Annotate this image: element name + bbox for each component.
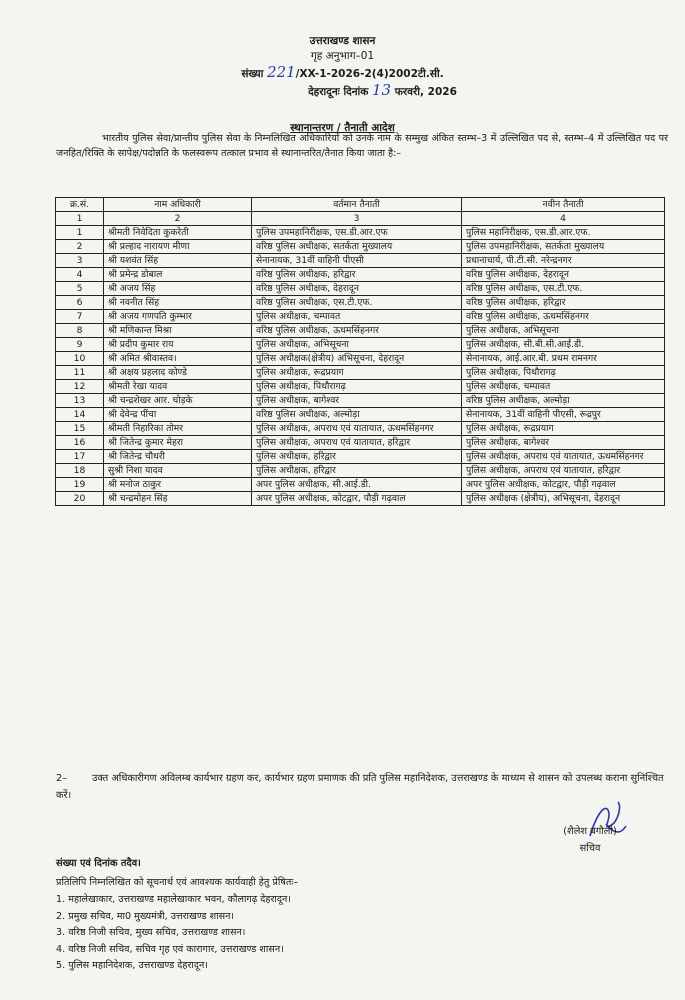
cell-sn: 16 (56, 436, 104, 450)
cell-officer-name: श्रीमती निहारिका तोमर (104, 422, 252, 436)
cell-current-posting: वरिष्ठ पुलिस अधीक्षक, एस.टी.एफ. (252, 296, 462, 310)
cell-sn: 11 (56, 366, 104, 380)
cell-sn: 2 (56, 240, 104, 254)
cell-current-posting: पुलिस अधीक्षक, हरिद्वार (252, 450, 462, 464)
table-row (56, 408, 665, 422)
table-row (56, 310, 665, 324)
cell-officer-name: श्री मनोज ठाकुर (104, 478, 252, 492)
transfer-table (55, 197, 665, 506)
ref-prefix: संख्या (241, 68, 264, 80)
cell-sn: 15 (56, 422, 104, 436)
copy-item: 1. महालेखाकार, उत्तराखण्ड महालेखाकार भवन, कौलागढ़ देहरादून। (56, 894, 291, 905)
copy-intro: प्रतिलिपि निम्नलिखित को सूचनार्थ एवं आवश्यक कार्यवाही हेतु प्रेषितः– (56, 877, 299, 888)
header-sn: क्र.सं. (56, 198, 104, 212)
header-name: नाम अधिकारी (104, 198, 252, 212)
cell-sn: 1 (56, 226, 104, 240)
instruction-paragraph (56, 770, 666, 804)
copy-item: 3. वरिष्ठ निजी सचिव, मुख्य सचिव, उत्तराखण्ड शासन। (56, 927, 246, 938)
table-row (56, 352, 665, 366)
cell-new-posting: सेनानायक, आई.आर.बी. प्रथम रामनगर (462, 352, 665, 366)
header-new-posting: नवीन तैनाती (462, 198, 665, 212)
table-row (56, 394, 665, 408)
cell-officer-name: श्री चन्द्रशेखर आर. घोड़के (104, 394, 252, 408)
govt-heading: उत्तराखण्ड शासन (309, 35, 376, 47)
cell-current-posting: पुलिस अधीक्षक, हरिद्वार (252, 464, 462, 478)
cell-new-posting: प्रधानाचार्य, पी.टी.सी. नरेन्द्रनगर (462, 254, 665, 268)
cell-current-posting: पुलिस उपमहानिरीक्षक, एस.डी.आर.एफ (252, 226, 462, 240)
cell-current-posting: पुलिस अधीक्षक, रूद्रप्रयाग (252, 366, 462, 380)
header-current-posting: वर्तमान तैनाती (252, 198, 462, 212)
cell-officer-name: श्रीमती निवेदिता कुकरेती (104, 226, 252, 240)
cell-sn: 14 (56, 408, 104, 422)
cell-current-posting: पुलिस अधीक्षक, अभिसूचना (252, 338, 462, 352)
table-row (56, 226, 665, 240)
cell-new-posting: पुलिस अधीक्षक, अपराध एवं यातायात, ऊधमसिंहनगर (462, 450, 665, 464)
copy-item: 2. प्रमुख सचिव, मा0 मुख्यमंत्री, उत्तराखण्ड शासन। (56, 910, 235, 922)
table-row (56, 450, 665, 464)
table-row (56, 366, 665, 380)
cell-new-posting: वरिष्ठ पुलिस अधीक्षक, ऊधमसिंहनगर (462, 310, 665, 324)
reference-number (0, 65, 685, 81)
copy-item: 4. वरिष्ठ निजी सचिव, सचिव गृह एवं कारागार, उत्तराखण्ड शासन। (56, 943, 284, 955)
col-number: 3 (252, 212, 462, 226)
cell-officer-name: श्री मणिकान्त मिश्रा (104, 324, 252, 338)
cell-current-posting: वरिष्ठ पुलिस अधीक्षक, सतर्कता मुख्यालय (252, 240, 462, 254)
cell-new-posting: वरिष्ठ पुलिस अधीक्षक, अल्मोड़ा (462, 394, 665, 408)
cell-sn: 12 (56, 380, 104, 394)
cell-sn: 10 (56, 352, 104, 366)
intro-paragraph: भारतीय पुलिस सेवा/प्रान्तीय पुलिस सेवा के निम्नलिखित अधिकारियों को उनके नाम के सम्मुख अंकित स्तम्भ–3 में उल्लिखित पद से, स्तम्भ–4 में उल्लिखित पद पर जनहित/रिक्ति के सापेक्ष/पदोन्नति के फलस्वरूप तत्काल प्रभाव से स्थानान्तरित/तैनात किया जाता है:– (56, 133, 668, 159)
cell-new-posting: वरिष्ठ पुलिस अधीक्षक, देहरादून (462, 268, 665, 282)
cell-sn: 8 (56, 324, 104, 338)
cell-officer-name: श्रीमती रेखा यादव (104, 380, 252, 394)
cell-sn: 7 (56, 310, 104, 324)
table-row (56, 422, 665, 436)
cell-new-posting: पुलिस अधीक्षक, सी.बी.सी.आई.डी. (462, 338, 665, 352)
department-heading: गृह अनुभाग–01 (310, 50, 375, 62)
col-number: 2 (104, 212, 252, 226)
table-row (56, 436, 665, 450)
cell-officer-name: श्री प्रमेन्द्र डोबाल (104, 268, 252, 282)
table-header-row (56, 198, 665, 212)
ref-handwritten-number: 221 (267, 63, 296, 81)
cell-officer-name: श्री जितेन्द्र कुमार मेहरा (104, 436, 252, 450)
cell-new-posting: वरिष्ठ पुलिस अधीक्षक, हरिद्वार (462, 296, 665, 310)
cell-new-posting: पुलिस अधीक्षक, बागेश्वर (462, 436, 665, 450)
table-row (56, 464, 665, 478)
date-handwritten: 13 (372, 81, 392, 99)
cell-sn: 6 (56, 296, 104, 310)
cell-current-posting: पुलिस अधीक्षक(क्षेत्रीय) अभिसूचना, देहरादून (252, 352, 462, 366)
cell-new-posting: पुलिस उपमहानिरीक्षक, सतर्कता मुख्यालय (462, 240, 665, 254)
cell-officer-name: श्री यशवंत सिंह (104, 254, 252, 268)
cell-sn: 13 (56, 394, 104, 408)
cell-current-posting: पुलिस अधीक्षक, अपराध एवं यातायात, हरिद्वार (252, 436, 462, 450)
col-number: 1 (56, 212, 104, 226)
cell-new-posting: वरिष्ठ पुलिस अधीक्षक, एस.टी.एफ. (462, 282, 665, 296)
table-row (56, 338, 665, 352)
cell-officer-name: श्री अक्षय प्रहलाद कोण्डे (104, 366, 252, 380)
para-number: 2– (56, 773, 68, 784)
cell-officer-name: श्री प्रल्हाद नारायण मीणा (104, 240, 252, 254)
table-row (56, 254, 665, 268)
copy-reference: संख्या एवं दिनांक तदैव। (56, 858, 141, 869)
cell-sn: 17 (56, 450, 104, 464)
cell-officer-name: श्री देवेन्द्र पींचा (104, 408, 252, 422)
table-row (56, 492, 665, 506)
table-row (56, 282, 665, 296)
cell-sn: 20 (56, 492, 104, 506)
table-row (56, 296, 665, 310)
para-text: उक्त अधिकारीगण अविलम्ब कार्यभार ग्रहण कर, कार्यभार ग्रहण प्रमाणक की प्रति पुलिस महानिदेशक, उत्तराखण्ड के माध्यम से शासन को उपलब्ध कराना सुनिश्चित करें। (56, 773, 664, 801)
cell-current-posting: अपर पुलिस अधीक्षक, कोटद्वार, पौड़ी गढ़वाल (252, 492, 462, 506)
cell-new-posting: पुलिस अधीक्षक, चम्पावत (462, 380, 665, 394)
column-number-row (56, 212, 665, 226)
signatory-name: (शैलेश बगौली) (563, 826, 617, 837)
cell-sn: 4 (56, 268, 104, 282)
cell-current-posting: वरिष्ठ पुलिस अधीक्षक, ऊधमसिंहनगर (252, 324, 462, 338)
cell-officer-name: श्री अजय सिंह (104, 282, 252, 296)
table-row (56, 380, 665, 394)
cell-current-posting: पुलिस अधीक्षक, अपराध एवं यातायात, ऊधमसिंहनगर (252, 422, 462, 436)
cell-sn: 3 (56, 254, 104, 268)
cell-new-posting: पुलिस अधीक्षक, रूद्रप्रयाग (462, 422, 665, 436)
table-row (56, 268, 665, 282)
table-row (56, 240, 665, 254)
signature-block (540, 823, 640, 857)
cell-new-posting: पुलिस महानिरीक्षक, एस.डी.आर.एफ. (462, 226, 665, 240)
copy-item: 5. पुलिस महानिदेशक, उत्तराखण्ड देहरादून। (56, 960, 208, 971)
ref-suffix: /XX-1-2026-2(4)2002टी.सी. (295, 68, 444, 80)
cell-new-posting: पुलिस अधीक्षक, अपराध एवं यातायात, हरिद्वार (462, 464, 665, 478)
table-row (56, 324, 665, 338)
cell-officer-name: श्री अजय गणपति कुम्भार (104, 310, 252, 324)
cell-sn: 5 (56, 282, 104, 296)
cell-current-posting: वरिष्ठ पुलिस अधीक्षक, हरिद्वार (252, 268, 462, 282)
cell-officer-name: श्री चन्द्रमोहन सिंह (104, 492, 252, 506)
place-prefix: देहरादूनः दिनांक (308, 86, 369, 98)
cell-officer-name: श्री नवनीत सिंह (104, 296, 252, 310)
cell-officer-name: सुश्री निशा यादव (104, 464, 252, 478)
cell-current-posting: पुलिस अधीक्षक, पिथौरागढ़ (252, 380, 462, 394)
date-suffix: फरवरी, 2026 (394, 86, 457, 98)
cell-officer-name: श्री प्रदीप कुमार राय (104, 338, 252, 352)
order-subject: स्थानान्तरण / तैनाती आदेश (290, 122, 395, 134)
cell-officer-name: श्री अमित श्रीवास्तव। (104, 352, 252, 366)
cell-new-posting: पुलिस अधीक्षक, अभिसूचना (462, 324, 665, 338)
table-row (56, 478, 665, 492)
cell-officer-name: श्री जितेन्द्र चौधरी (104, 450, 252, 464)
cell-new-posting: अपर पुलिस अधीक्षक, कोटद्वार, पौड़ी गढ़वाल (462, 478, 665, 492)
signatory-designation: सचिव (579, 843, 601, 854)
cell-current-posting: अपर पुलिस अधीक्षक, सी.आई.डी. (252, 478, 462, 492)
cell-new-posting: पुलिस अधीक्षक, पिथौरागढ़ (462, 366, 665, 380)
cell-current-posting: वरिष्ठ पुलिस अधीक्षक, अल्मोड़ा (252, 408, 462, 422)
copy-list (56, 892, 291, 975)
cell-current-posting: पुलिस अधीक्षक, बागेश्वर (252, 394, 462, 408)
cell-current-posting: पुलिस अधीक्षक, चम्पावत (252, 310, 462, 324)
cell-sn: 19 (56, 478, 104, 492)
cell-sn: 9 (56, 338, 104, 352)
cell-sn: 18 (56, 464, 104, 478)
cell-current-posting: सेनानायक, 31वीं वाहिनी पीएसी (252, 254, 462, 268)
place-date (40, 83, 685, 99)
cell-new-posting: सेनानायक, 31वीं वाहिनी पीएसी, रूद्रपुर (462, 408, 665, 422)
col-number: 4 (462, 212, 665, 226)
cell-new-posting: पुलिस अधीक्षक (क्षेत्रीय), अभिसूचना, देहरादून (462, 492, 665, 506)
cell-current-posting: वरिष्ठ पुलिस अधीक्षक, देहरादून (252, 282, 462, 296)
